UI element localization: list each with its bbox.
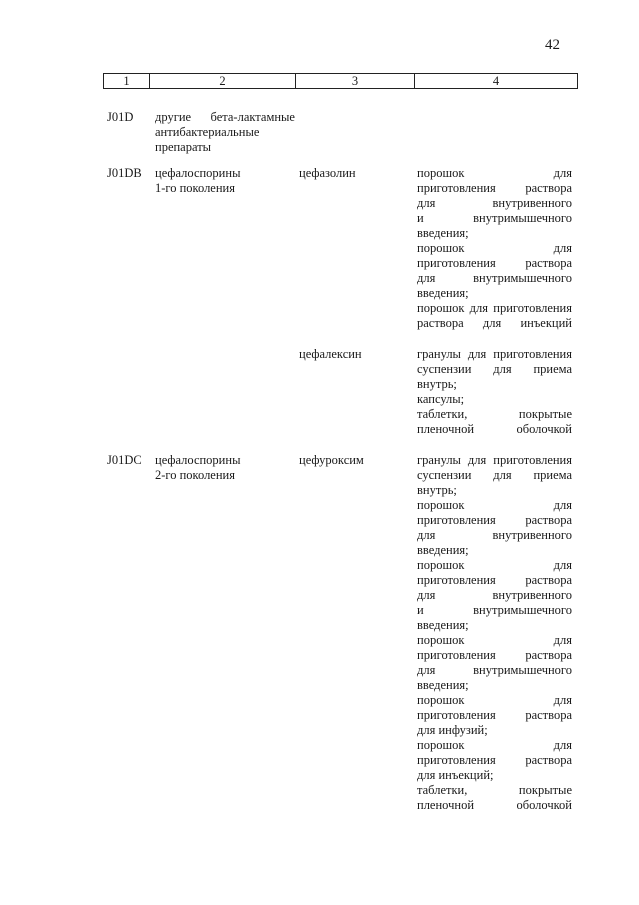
form-line: для инфузий; bbox=[417, 723, 488, 737]
form-line: для инъекций; bbox=[417, 768, 494, 782]
atc-group bbox=[155, 453, 295, 483]
form-line: и внутримышечного bbox=[417, 603, 572, 617]
form-line: для внутривенного bbox=[417, 528, 572, 542]
form-line: порошок для bbox=[417, 633, 572, 647]
form-line: приготовления раствора bbox=[417, 513, 572, 527]
atc-group bbox=[155, 110, 295, 155]
group-line: 2-го поколения bbox=[155, 468, 235, 482]
drug-name: цефалексин bbox=[299, 347, 362, 361]
form-line: приготовления раствора bbox=[417, 708, 572, 722]
form-line: для внутривенного bbox=[417, 196, 572, 210]
form-line: введения; bbox=[417, 618, 469, 632]
form-line: для внутривенного bbox=[417, 588, 572, 602]
form-line: приготовления раствора bbox=[417, 181, 572, 195]
column-header-1: 1 bbox=[104, 74, 150, 89]
atc-code: J01DB bbox=[107, 166, 142, 180]
form-line: таблетки, покрытые bbox=[417, 783, 572, 797]
atc-code: J01DC bbox=[107, 453, 142, 467]
form-line: введения; bbox=[417, 226, 469, 240]
form-line: порошок для bbox=[417, 738, 572, 752]
group-line: цефалоспорины bbox=[155, 166, 241, 180]
group-line: антибактериальные bbox=[155, 125, 260, 139]
column-header-4: 4 bbox=[415, 74, 578, 89]
column-header-3: 3 bbox=[296, 74, 415, 89]
form-line: порошок для bbox=[417, 166, 572, 180]
atc-code: J01D bbox=[107, 110, 134, 124]
drug-name: цефуроксим bbox=[299, 453, 364, 467]
form-line: введения; bbox=[417, 678, 469, 692]
dosage-forms bbox=[417, 347, 572, 437]
atc-group bbox=[155, 166, 295, 196]
form-line: порошок для bbox=[417, 498, 572, 512]
form-line: пленочной оболочкой bbox=[417, 422, 572, 436]
form-line: порошок для приготовления bbox=[417, 301, 572, 315]
group-line: 1-го поколения bbox=[155, 181, 235, 195]
form-line: для внутримышечного bbox=[417, 663, 572, 677]
form-line: пленочной оболочкой bbox=[417, 798, 572, 812]
form-line: порошок для bbox=[417, 558, 572, 572]
form-line: порошок для bbox=[417, 241, 572, 255]
group-line: другие бета-лактамные bbox=[155, 110, 295, 124]
form-line: капсулы; bbox=[417, 392, 465, 406]
form-line: раствора для инъекций bbox=[417, 316, 572, 330]
form-line: введения; bbox=[417, 543, 469, 557]
form-line: и внутримышечного bbox=[417, 211, 572, 225]
form-line: гранулы для приготовления bbox=[417, 453, 572, 467]
page-number: 42 bbox=[545, 37, 560, 53]
drug-name: цефазолин bbox=[299, 166, 356, 180]
form-line: суспензии для приема bbox=[417, 362, 572, 376]
form-line: внутрь; bbox=[417, 377, 457, 391]
group-line: цефалоспорины bbox=[155, 453, 241, 467]
form-line: порошок для bbox=[417, 693, 572, 707]
form-line: приготовления раствора bbox=[417, 648, 572, 662]
form-line: таблетки, покрытые bbox=[417, 407, 572, 421]
column-header-2: 2 bbox=[150, 74, 296, 89]
form-line: приготовления раствора bbox=[417, 256, 572, 270]
form-line: приготовления раствора bbox=[417, 753, 572, 767]
dosage-forms bbox=[417, 166, 572, 331]
group-line: препараты bbox=[155, 140, 212, 154]
column-header-row bbox=[103, 73, 578, 89]
form-line: внутрь; bbox=[417, 483, 457, 497]
form-line: для внутримышечного bbox=[417, 271, 572, 285]
form-line: суспензии для приема bbox=[417, 468, 572, 482]
form-line: введения; bbox=[417, 286, 469, 300]
form-line: приготовления раствора bbox=[417, 573, 572, 587]
dosage-forms bbox=[417, 453, 572, 813]
form-line: гранулы для приготовления bbox=[417, 347, 572, 361]
